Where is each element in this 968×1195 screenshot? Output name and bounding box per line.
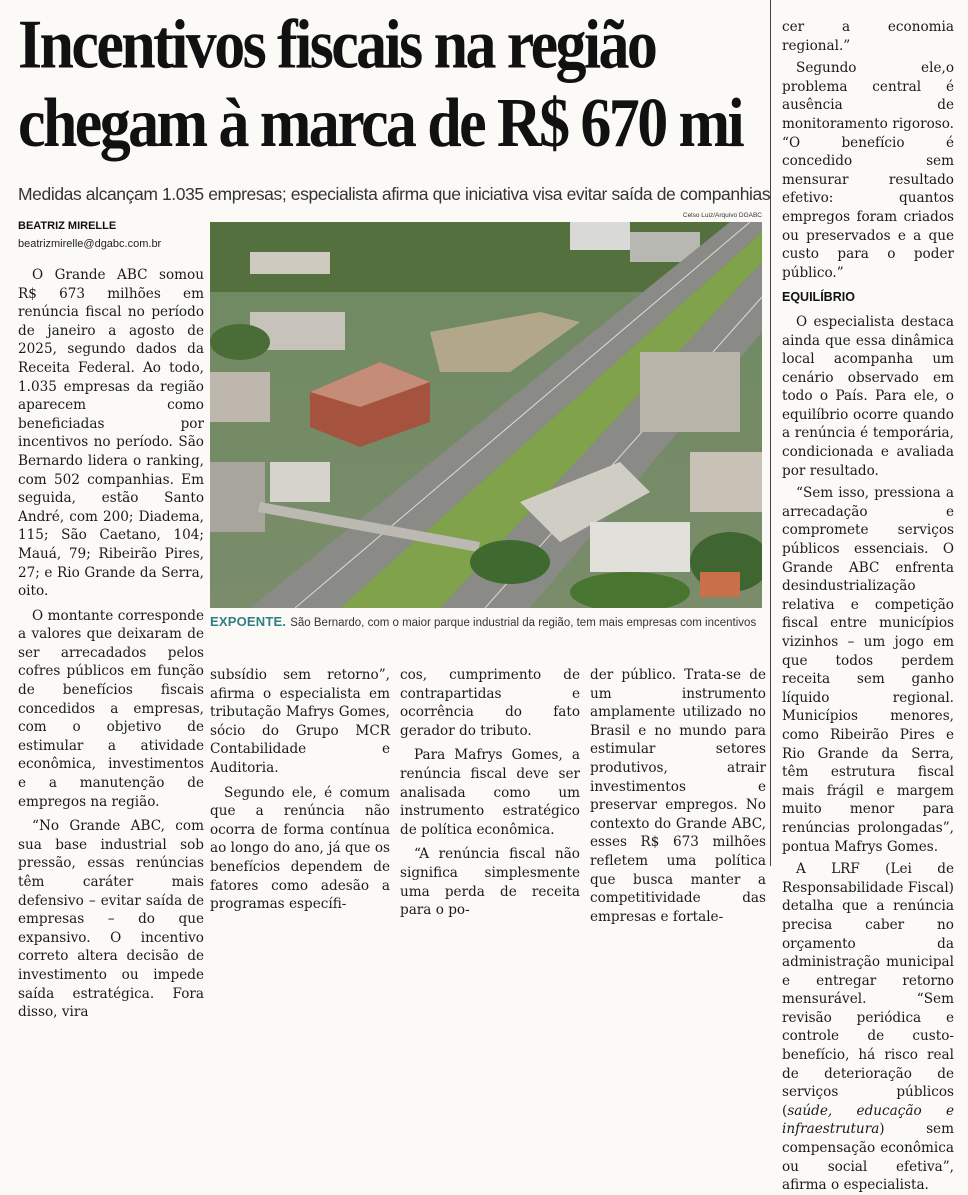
paragraph: O Grande ABC somou R$ 673 milhões em renúncia fiscal no período de janeiro a agosto de 2025, segundo dados da Receita Federal. Ao todo, 1.035 empresas da região aparecem como beneficiadas por incentivos no período. São Bernardo lidera o ranking, com 502 companhias. Em seguida, estão Santo André, com 200; Diadema, 115; São Caetano, 104; Mauá, 79; Ribeirão Pires, 27; e Rio Grande da Serra, oito. <box>18 267 204 600</box>
headline-line-1: Incentivos fiscais na região <box>18 7 656 84</box>
paragraph: subsídio sem retorno”, afirma o especialista em tributação Mafrys Gomes, sócio do Grupo MCR Contabilidade e Auditoria. <box>210 667 390 776</box>
paragraph: cos, cumprimento de contrapartidas e ocorrência do fato gerador do tributo. <box>400 667 580 739</box>
headline-line-2: chegam à marca de R$ 670 mi <box>18 85 743 162</box>
paragraph-text: ) sem compensação econômica ou social efetiva”, afirma o especialista. <box>782 1121 954 1194</box>
caption-kicker: EXPOENTE. <box>210 614 287 629</box>
paragraph: Segundo ele, é comum que a renúncia não ocorra de forma contínua ao longo do ano, já que os benefícios dependem de fatores como adesão a programas específi- <box>210 784 390 913</box>
column-divider <box>770 0 771 866</box>
paragraph: Para Mafrys Gomes, a renúncia fiscal deve ser analisada como um instrumento estratégico de política econômica. <box>400 747 580 838</box>
paragraph: “A renúncia fiscal não significa simplesmente uma perda de receita para o po- <box>400 846 580 919</box>
paragraph-emphasis: saúde, educação e infraestrutura <box>782 1102 954 1138</box>
paragraph-text: A LRF (Lei de Responsabilidade Fiscal) detalha que a renúncia precisa caber no orçamento da administração municipal e entregar retorno mensurável. “Sem revisão periódica e controle de custo-benefício, há risco real de deterioração de serviços públicos ( <box>782 861 954 1119</box>
article-column-1 <box>18 266 204 1022</box>
aerial-photo-illustration <box>210 222 762 608</box>
paragraph: der público. Trata-se de um instrumento amplamente utilizado no Brasil e no mundo para estimular setores produtivos, atrair investimentos e preservar empregos. No contexto do Grande ABC, esses R$ 673 milhões refletem uma política que busca manter a competitividade das empresas e fortale- <box>590 667 766 925</box>
article-column-5 <box>782 18 954 1195</box>
paragraph: “Sem isso, pressiona a arrecadação e compromete serviços públicos essenciais. O Grande ABC enfrenta desindustrialização relativa e competição fiscal entre municípios vizinhos – um jogo em que todos perdem receita sem ganho líquido regional. Municípios menores, como Ribeirão Pires e Rio Grande da Serra, têm estrutura fiscal mais frágil e margem muito menor para renúncias prolongadas”, pontua Mafrys Gomes. <box>782 485 954 855</box>
subheadline: Medidas alcançam 1.035 empresas; especialista afirma que iniciativa visa evitar saída de companhias <box>18 184 771 204</box>
paragraph <box>782 860 954 1195</box>
paragraph: cer a economia regional.” <box>782 19 954 54</box>
photo-caption <box>210 614 770 629</box>
article-column-2 <box>210 666 390 914</box>
author-email: beatrizmirelle@dgabc.com.br <box>18 238 162 250</box>
headline <box>18 6 768 163</box>
author-byline: BEATRIZ MIRELLE <box>18 220 117 232</box>
paragraph: Segundo ele,o problema central é ausência de monitoramento rigoroso. “O benefício é concedido sem mensurar resultado efetivo: quantos empregos foram criados ou preservados e a que custo para o poder público.” <box>782 60 954 281</box>
article-column-3 <box>400 666 580 920</box>
aerial-photo <box>210 222 762 608</box>
paragraph: “No Grande ABC, com sua base industrial sob pressão, essas renúncias têm caráter mais defensivo – evitar saída de empresas – do que expansivo. O incentivo correto altera decisão de investimento ou impede saída estratégica. Fora disso, vira <box>18 818 204 1021</box>
photo-credit: Celso Luiz/Arquivo DGABC <box>682 212 762 219</box>
section-heading: EQUILÍBRIO <box>782 290 855 305</box>
article-column-4 <box>590 666 766 926</box>
paragraph: O montante corresponde a valores que deixaram de ser arrecadados pelos cofres públicos em função de benefícios fiscais concedidos a empresas, com o objetivo de estimular a atividade econômica, investimentos e a manutenção de empregos na região. <box>18 607 204 810</box>
paragraph: O especialista destaca ainda que essa dinâmica local acompanha um cenário observado em todo o País. Para ele, o equilíbrio ocorre quando a renúncia é temporária, condicionada e avaliada por resultado. <box>782 313 954 479</box>
caption-text: São Bernardo, com o maior parque industrial da região, tem mais empresas com incentivos <box>290 617 757 629</box>
